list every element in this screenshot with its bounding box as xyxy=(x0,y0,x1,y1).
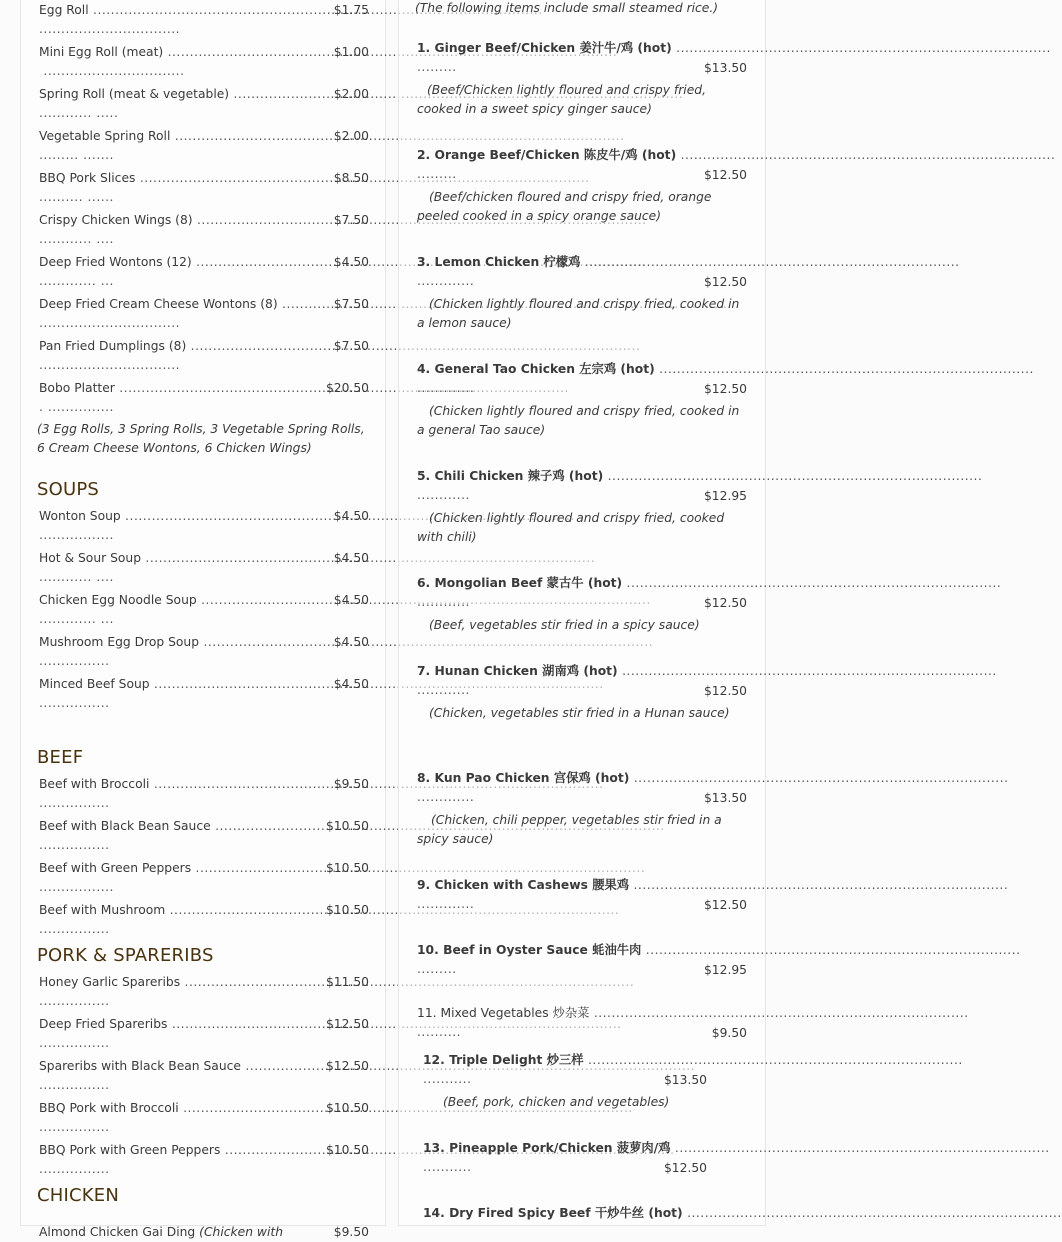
menu-item: Spareribs with Black Bean Sauce ..... ................ $12.50 xyxy=(39,1057,369,1095)
menu-item-price: $7.50 xyxy=(333,297,369,311)
menu-item-description: (Beef/chicken floured and crispy fried, orange peeled cooked in a spicy orange sauce) xyxy=(417,190,712,223)
menu-item-description: (Chicken, chili pepper, vegetables stir fried in a spicy sauce) xyxy=(417,813,722,846)
menu-item: Beef with Broccoli ..... ................ $9.50 xyxy=(39,775,369,813)
menu-item-description: (3 Egg Rolls, 3 Spring Rolls, 3 Vegetable Spring Rolls, 6 Cream Cheese Wontons, 6 Chicken Wings) xyxy=(37,422,365,455)
menu-item: Deep Fried Wontons (12) ..... ............. ... $4.50 xyxy=(39,253,369,291)
menu-item-price: $1.75 xyxy=(333,3,369,17)
menu-item: Honey Garlic Spareribs ..... ................ $11.50 xyxy=(39,973,369,1011)
section-intro-note: (The following items include small steamed rice.) xyxy=(415,1,719,15)
menu-item-description: (Chicken, vegetables stir fried in a Hunan sauce) xyxy=(429,706,730,720)
menu-item: Spring Roll (meat & vegetable) ..... ............ ..... $2.00 xyxy=(39,85,369,123)
menu-item-price: $10.50 xyxy=(325,903,369,917)
special-item: 10. Beef in Oyster Sauce 蚝油牛肉 ..... ......... $12.95 xyxy=(417,941,747,979)
special-item: 12. Triple Delight 炒三样 ..... ........... $13.50 (Beef, pork, chicken and vegetables) xyxy=(423,1051,707,1112)
special-item: 9. Chicken with Cashews 腰果鸡 ..... ............. $12.50 xyxy=(417,876,747,914)
menu-item-price: $12.50 xyxy=(703,275,747,289)
menu-item-description: (Chicken lightly floured and crispy fried, cooked in a lemon sauce) xyxy=(417,297,740,330)
menu-item: Deep Fried Spareribs ..... ................ $12.50 xyxy=(39,1015,369,1053)
menu-item: Almond Chicken Gai Ding (Chicken with $9.50 xyxy=(39,1223,369,1242)
menu-item-price: $4.50 xyxy=(333,593,369,607)
menu-item-description: (Beef/Chicken lightly floured and crispy fried, cooked in a sweet spicy ginger sauce) xyxy=(417,83,706,116)
section-heading-soups: SOUPS xyxy=(37,479,100,500)
menu-item: Deep Fried Cream Cheese Wontons (8) ..... ................................ $7.50 xyxy=(39,295,369,333)
menu-item-price: $13.50 xyxy=(703,61,747,75)
menu-item-price: $4.50 xyxy=(333,255,369,269)
menu-item-price: $8.50 xyxy=(333,171,369,185)
menu-item-price: $12.50 xyxy=(703,596,747,610)
menu-item: Vegetable Spring Roll ..... ......... ....... $2.00 xyxy=(39,127,369,165)
special-item: 4. General Tao Chicken 左宗鸡 (hot) ..... ............. $12.50 (Chicken lightly floured and crispy fried, cooked in a general Tao sauce) xyxy=(417,360,747,440)
menu-item-price: $10.50 xyxy=(325,861,369,875)
menu-item-price: $10.50 xyxy=(325,1143,369,1157)
menu-item-price: $4.50 xyxy=(333,509,369,523)
special-item: 6. Mongolian Beef 蒙古牛 (hot) ..... ............ $12.50 (Beef, vegetables stir fried in a spicy sauce) xyxy=(417,574,747,635)
menu-item: Crispy Chicken Wings (8) ..... ............ .... $7.50 xyxy=(39,211,369,249)
menu-item-price: $10.50 xyxy=(325,1101,369,1115)
menu-item: Beef with Mushroom ..... ................ $10.50 xyxy=(39,901,369,939)
menu-item: BBQ Pork with Broccoli ..... ................ $10.50 xyxy=(39,1099,369,1137)
menu-item: Beef with Black Bean Sauce ..... ................ $10.50 xyxy=(39,817,369,855)
menu-column-left xyxy=(20,0,386,1239)
menu-item-price: $12.50 xyxy=(325,1017,369,1031)
special-item: 1. Ginger Beef/Chicken 姜汁牛/鸡 (hot) ..... ......... $13.50 (Beef/Chicken lightly floured and crispy fried, cooked in a sweet spicy ginger sauce) xyxy=(417,39,747,119)
menu-item-description: (Chicken with xyxy=(199,1225,283,1239)
menu-item-description: (Beef, pork, chicken and vegetables) xyxy=(443,1095,670,1109)
menu-item-price: $13.50 xyxy=(703,791,747,805)
menu-item: Pan Fried Dumplings (8) ..... ................................ $7.50 xyxy=(39,337,369,375)
menu-item: Wonton Soup ..... ................. $4.50 xyxy=(39,507,369,545)
menu-item: Hot & Sour Soup ..... ............ .... $4.50 xyxy=(39,549,369,587)
menu-item-price: $12.50 xyxy=(703,168,747,182)
menu-item-description: (Chicken lightly floured and crispy fried, cooked with chili) xyxy=(417,511,725,544)
menu-item-price: $12.95 xyxy=(703,963,747,977)
section-heading-pork: PORK & SPARERIBS xyxy=(37,945,214,966)
special-item: 11. Mixed Vegetables 炒杂菜 ..... .......... $9.50 xyxy=(417,1004,747,1042)
special-item: 8. Kun Pao Chicken 宫保鸡 (hot) ..... ............. $13.50 (Chicken, chili pepper, vegetables stir fried in a spicy sauce) xyxy=(417,769,747,849)
section-heading-chicken: CHICKEN xyxy=(37,1185,120,1206)
menu-item: Mushroom Egg Drop Soup ..... ................ $4.50 xyxy=(39,633,369,671)
special-item: 3. Lemon Chicken 柠檬鸡 ..... ............. $12.50 (Chicken lightly floured and crispy fried, cooked in a lemon sauce) xyxy=(417,253,747,333)
menu-item-price: $12.50 xyxy=(703,684,747,698)
menu-item-price: $12.50 xyxy=(703,382,747,396)
menu-item: BBQ Pork Slices ..... .......... ...... $8.50 xyxy=(39,169,369,207)
menu-item-price: $11.50 xyxy=(325,975,369,989)
menu-item: BBQ Pork with Green Peppers ..... ................ $10.50 xyxy=(39,1141,369,1179)
menu-item-price: $9.50 xyxy=(333,777,369,791)
menu-item-price: $12.50 xyxy=(663,1161,707,1175)
menu-item-price: $4.50 xyxy=(333,677,369,691)
menu-item: Beef with Green Peppers ..... ................. $10.50 xyxy=(39,859,369,897)
section-heading-beef: BEEF xyxy=(37,747,84,768)
menu-item-price: $10.50 xyxy=(325,819,369,833)
menu-item-price: $12.95 xyxy=(703,489,747,503)
special-item: 13. Pineapple Pork/Chicken 菠萝肉/鸡 ..... ........... $12.50 xyxy=(423,1139,707,1177)
menu-item-price: $1.00 xyxy=(333,45,369,59)
menu-item: Egg Roll ..... ................................ $1.75 xyxy=(39,1,369,39)
menu-item: Chicken Egg Noodle Soup ..... ............. ... $4.50 xyxy=(39,591,369,629)
menu-item-price: $7.50 xyxy=(333,213,369,227)
special-item: 2. Orange Beef/Chicken 陈皮牛/鸡 (hot) ..... ......... $12.50 (Beef/chicken floured and crispy fried, orange peeled cooked in a spicy orange sauce) xyxy=(417,146,747,226)
menu-item-price: $20.50 xyxy=(325,381,369,395)
menu-column-right xyxy=(398,0,766,1226)
menu-item-description: (Beef, vegetables stir fried in a spicy sauce) xyxy=(429,618,700,632)
menu-item-price: $4.50 xyxy=(333,635,369,649)
special-item: 14. Dry Fired Spicy Beef 干炒牛丝 (hot) ..... xyxy=(423,1204,707,1223)
menu-item-price: $4.50 xyxy=(333,551,369,565)
menu-item: Mini Egg Roll (meat) ..... ................................ $1.00 xyxy=(39,43,369,81)
menu-item-price: $2.00 xyxy=(333,129,369,143)
menu-item-price: $9.50 xyxy=(333,1225,369,1239)
menu-item-price: $12.50 xyxy=(703,898,747,912)
menu-item: Bobo Platter ..... . ............... $20.50 xyxy=(39,379,369,417)
menu-item-description: (Chicken lightly floured and crispy fried, cooked in a general Tao sauce) xyxy=(417,404,740,437)
menu-item-price: $9.50 xyxy=(711,1026,747,1040)
menu-item: Minced Beef Soup ..... ................ $4.50 xyxy=(39,675,369,713)
menu-item-price: $13.50 xyxy=(663,1073,707,1087)
menu-item-price: $12.50 xyxy=(325,1059,369,1073)
menu-item-price: $7.50 xyxy=(333,339,369,353)
special-item: 5. Chili Chicken 辣子鸡 (hot) ..... ............ $12.95 (Chicken lightly floured and crispy fried, cooked with chili) xyxy=(417,467,747,547)
special-item: 7. Hunan Chicken 湖南鸡 (hot) ..... ............ $12.50 (Chicken, vegetables stir fried in a Hunan sauce) xyxy=(417,662,747,723)
menu-item-price: $2.00 xyxy=(333,87,369,101)
